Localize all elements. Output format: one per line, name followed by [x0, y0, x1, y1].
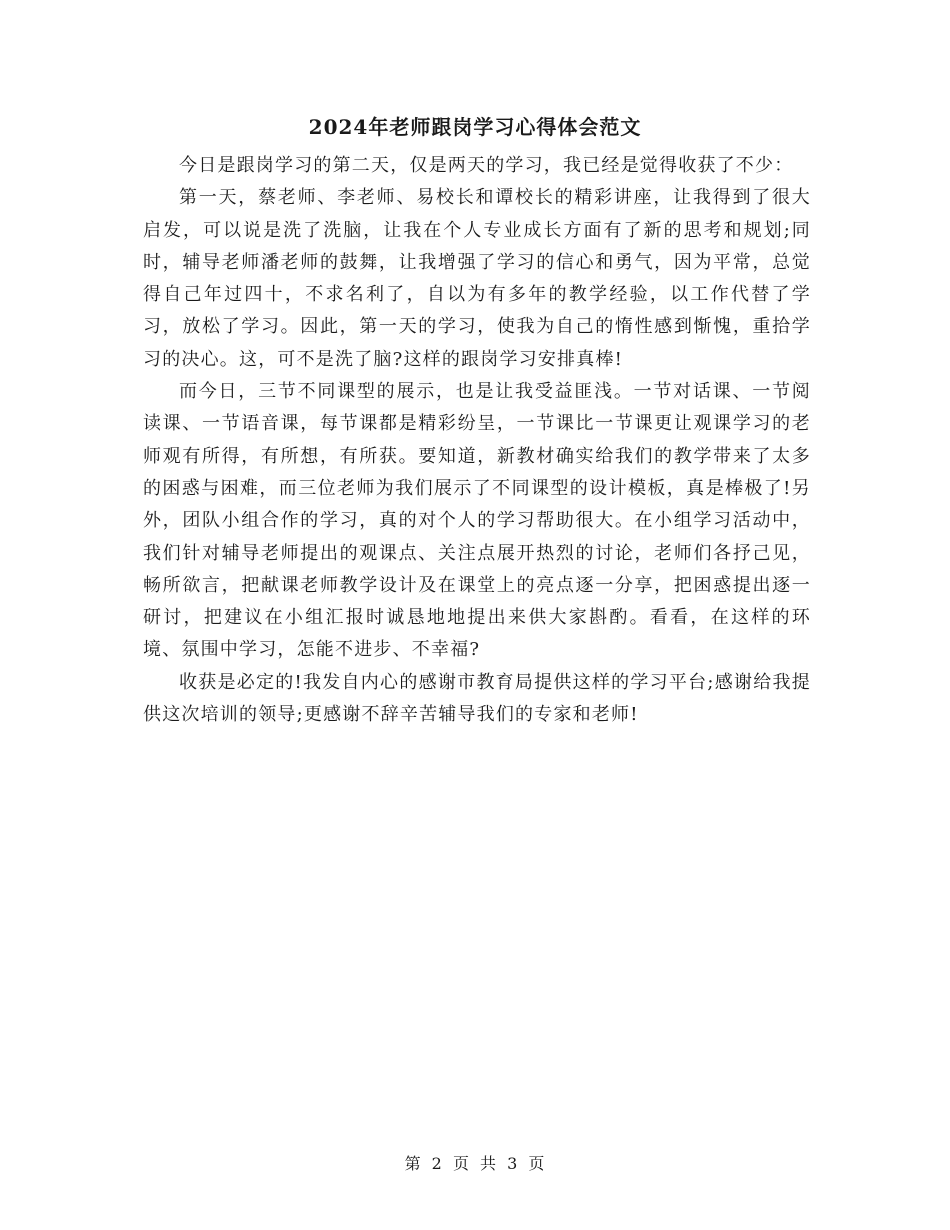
- page-number-footer: 第 2 页 共 3 页: [404, 1154, 546, 1173]
- paragraph-2: 第一天，蔡老师、李老师、易校长和谭校长的精彩讲座，让我得到了很大启发，可以说是洗了洗脑，让我在个人专业成长方面有了新的思考和规划;同时，辅导老师潘老师的鼓舞，让我增强了学习的信心和勇气，因为平常，总觉得自己年过四十，不求名利了，自以为有多年的教学经验，以工作代替了学习，放松了学习。因此，第一天的学习，使我为自己的惰性感到惭愧，重拾学习的决心。这，可不是洗了脑?这样的跟岗学习安排真棒!: [143, 187, 811, 370]
- document-title: 2024年老师跟岗学习心得体会范文: [308, 115, 642, 139]
- paragraph-1: 今日是跟岗学习的第二天，仅是两天的学习，我已经是觉得收获了不少：: [179, 155, 794, 176]
- document-body: [143, 150, 811, 731]
- paragraph-4: 收获是必定的!我发自内心的感谢市教育局提供这样的学习平台;感谢给我提供这次培训的领导;更感谢不辞辛苦辅导我们的专家和老师!: [143, 671, 811, 726]
- paragraph-3: 而今日，三节不同课型的展示，也是让我受益匪浅。一节对话课、一节阅读课、一节语音课，每节课都是精彩纷呈，一节课比一节课更让观课学习的老师观有所得，有所想，有所获。要知道，新教材确实给我们的教学带来了太多的困惑与困难，而三位老师为我们展示了不同课型的设计模板，真是棒极了!另外，团队小组合作的学习，真的对个人的学习帮助很大。在小组学习活动中，我们针对辅导老师提出的观课点、关注点展开热烈的讨论，老师们各抒己见，畅所欲言，把献课老师教学设计及在课堂上的亮点逐一分享，把困惑提出逐一研讨，把建议在小组汇报时诚恳地地提出来供大家斟酌。看看，在这样的环境、氛围中学习，怎能不进步、不幸福?: [143, 381, 811, 661]
